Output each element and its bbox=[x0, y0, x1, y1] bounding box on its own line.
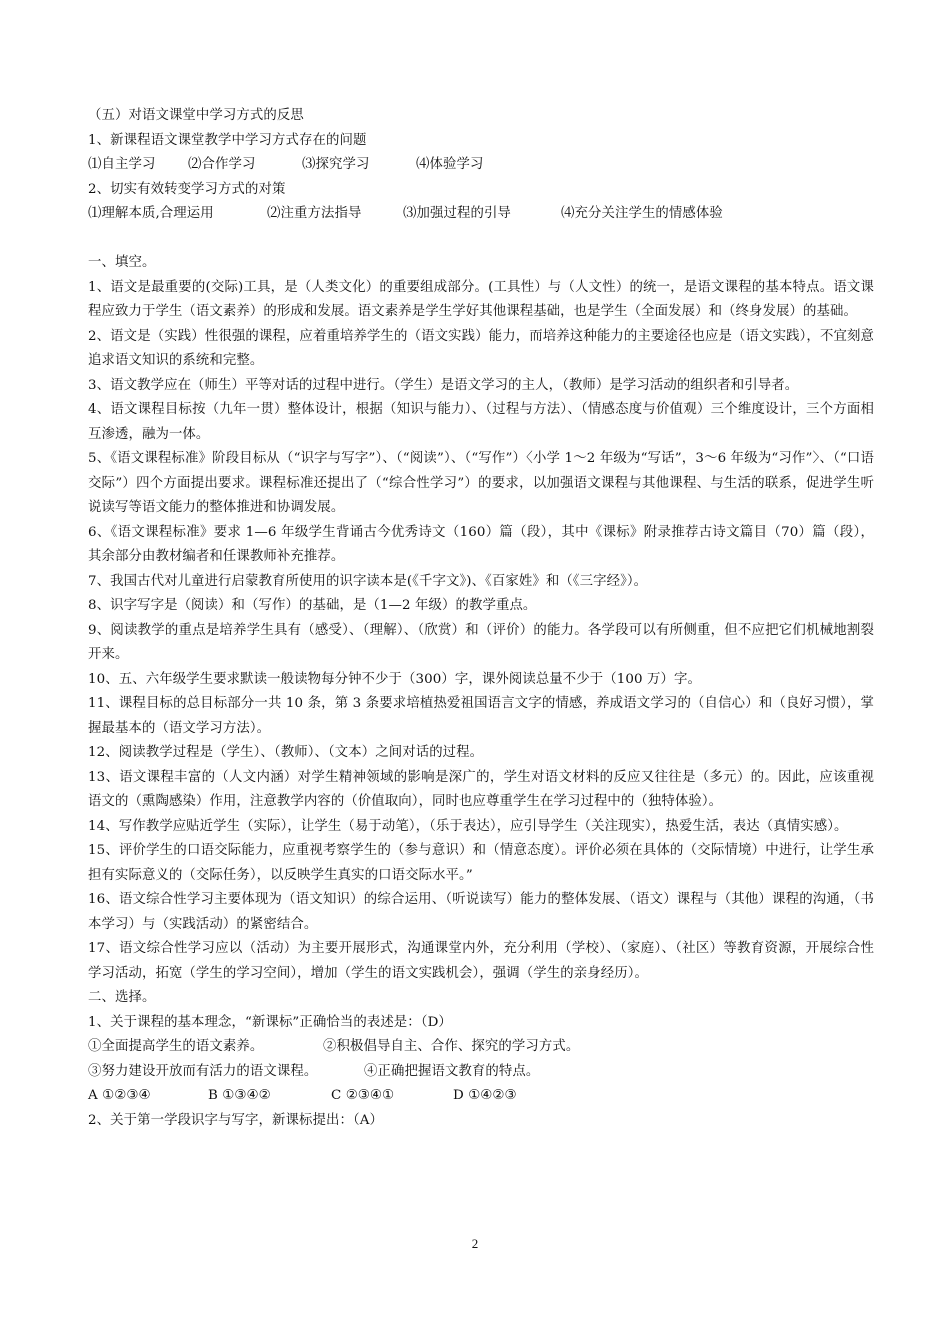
fill-item-17: 17、语文综合性学习应以（活动）为主要开展形式，沟通课堂内外，充分利用（学校）、（家庭）、（社区）等教育资源，开展综合性学习活动，拓宽（学生的学习空间），增加（学生的语文实践机会），强调（学生的亲身经历）。 bbox=[88, 941, 874, 981]
choice-q1-options-row-1 bbox=[88, 1035, 874, 1060]
fill-item-4: 4、语文课程目标按（九年一贯）整体设计，根据（知识与能力）、（过程与方法）、（情感态度与价值观）三个维度设计，三个方面相互渗透，融为一体。 bbox=[88, 402, 874, 442]
q1-item-4: ⑷体验学习 bbox=[416, 157, 484, 172]
page-number: 2 bbox=[471, 1236, 479, 1251]
q2-item-1: ⑴理解本质,合理运用 bbox=[88, 206, 214, 221]
fill-item-11: 11、课程目标的总目标部分一共 10 条，第 3 条要求培植热爱祖国语言文字的情感，养成语文学习的（自信心）和（良好习惯），掌握最基本的（语文学习方法）。 bbox=[88, 696, 874, 736]
fill-item-12: 12、阅读教学过程是（学生）、（教师）、（文本）之间对话的过程。 bbox=[88, 745, 484, 760]
choice-question-2: 2、关于第一学段识字与写字，新课标提出：（A） bbox=[88, 1112, 383, 1128]
q2-item-2: ⑵注重方法指导 bbox=[267, 206, 362, 221]
section-heading-choice: 二、选择。 bbox=[88, 990, 156, 1005]
q2-item-3: ⑶加强过程的引导 bbox=[403, 206, 511, 221]
fill-item-5: 5、《语文课程标准》阶段目标从（“识字与写字”）、（“阅读”）、（“写作”）〈小学 1～2 年级为“写话”，3～6 年级为“习作”〉、（“口语交际”）四个方面提出要求。课程标准还提出了（“综合性学习”）的要求，以加强语文课程与其他课程、与生活的联系，促进学生听说读写等语文能力的整体推进和协调发展。 bbox=[88, 451, 874, 515]
fill-item-15: 15、评价学生的口语交际能力，应重视考察学生的（参与意识）和（情意态度）。评价必须在具体的（交际情境）中进行，让学生承担有实际意义的（交际任务），以反映学生真实的口语交际水平。” bbox=[88, 843, 874, 883]
answer-a: A ①②③④ bbox=[88, 1088, 151, 1103]
fill-item-1: 1、语文是最重要的(交际)工具，是（人类文化）的重要组成部分。(工具性）与（人文性）的统一，是语文课程的基本特点。语文课程应致力于学生（语文素养）的形成和发展。语文素养是学生学好其他课程基础，也是学生（全面发展）和（终身发展）的基础。 bbox=[88, 279, 874, 319]
fill-item-8: 8、识字写字是（阅读）和（写作）的基础，是（1—2 年级）的教学重点。 bbox=[88, 598, 537, 613]
fill-item-16: 16、语文综合性学习主要体现为（语文知识）的综合运用、（听说读写）能力的整体发展、（语文）课程与（其他）课程的沟通，（书本学习）与（实践活动）的紧密结合。 bbox=[88, 892, 874, 932]
answer-d: D ①④②③ bbox=[453, 1088, 517, 1103]
fill-item-14: 14、写作教学应贴近学生（实际），让学生（易于动笔），（乐于表达），应引导学生（关注现实），热爱生活，表达（真情实感）。 bbox=[88, 818, 848, 834]
answer-b: B ①③④② bbox=[208, 1088, 271, 1103]
reflection-q1-items bbox=[88, 153, 874, 178]
fill-item-2: 2、语文是（实践）性很强的课程，应着重培养学生的（语文实践）能力，而培养这种能力的主要途径也应是（语文实践），不宜刻意追求语文知识的系统和完整。 bbox=[88, 328, 874, 368]
reflection-question-2: 2、切实有效转变学习方式的对策 bbox=[88, 181, 286, 197]
fill-item-6: 6、《语文课程标准》要求 1—6 年级学生背诵古今优秀诗文（160）篇（段），其中《课标》附录推荐古诗文篇目（70）篇（段），其余部分由教材编者和任课教师补充推荐。 bbox=[88, 524, 874, 564]
section-heading-reflection: （五）对语文课堂中学习方式的反思 bbox=[88, 108, 304, 123]
choice-option-3: ③努力建设开放而有活力的语文课程。 bbox=[88, 1063, 318, 1079]
page-content bbox=[88, 104, 874, 1133]
choice-option-4: ④正确把握语文教育的特点。 bbox=[364, 1063, 540, 1079]
blank-line bbox=[88, 227, 874, 252]
fill-item-3: 3、语文教学应在（师生）平等对话的过程中进行。（学生）是语文学习的主人，（教师）是学习活动的组织者和引导者。 bbox=[88, 377, 799, 393]
choice-q1-answers bbox=[88, 1084, 874, 1109]
fill-item-10: 10、五、六年级学生要求默读一般读物每分钟不少于（300）字，课外阅读总量不少于（100 万）字。 bbox=[88, 671, 701, 687]
q1-item-3: ⑶探究学习 bbox=[302, 157, 370, 172]
section-heading-fill: 一、填空。 bbox=[88, 255, 156, 270]
fill-item-13: 13、语文课程丰富的（人文内涵）对学生精神领域的影响是深广的，学生对语文材料的反应又往往是（多元）的。因此，应该重视语文的（熏陶感染）作用，注意教学内容的（价值取向），同时也应尊重学生在学习过程中的（独特体验）。 bbox=[88, 769, 874, 809]
choice-question-1: 1、关于课程的基本理念，“新课标”正确恰当的表述是：（D） bbox=[88, 1014, 452, 1030]
choice-q1-options-row-2 bbox=[88, 1060, 874, 1085]
choice-option-1: ①全面提高学生的语文素养。 bbox=[88, 1039, 264, 1054]
reflection-question-1: 1、新课程语文课堂教学中学习方式存在的问题 bbox=[88, 132, 367, 148]
choice-option-2: ②积极倡导自主、合作、探究的学习方式。 bbox=[323, 1039, 580, 1054]
q2-item-4: ⑷充分关注学生的情感体验 bbox=[561, 206, 723, 221]
reflection-q2-items bbox=[88, 202, 874, 227]
fill-item-7: 7、我国古代对儿童进行启蒙教育所使用的识字读本是(《千字文》)、《百家姓》和（《三字经》）。 bbox=[88, 573, 648, 589]
q1-item-1: ⑴自主学习 bbox=[88, 157, 156, 172]
fill-item-9: 9、阅读教学的重点是培养学生具有（感受）、（理解）、（欣赏）和（评价）的能力。各学段可以有所侧重，但不应把它们机械地割裂开来。 bbox=[88, 622, 874, 662]
q1-item-2: ⑵合作学习 bbox=[188, 157, 256, 172]
answer-c: C ②③④① bbox=[331, 1088, 395, 1103]
